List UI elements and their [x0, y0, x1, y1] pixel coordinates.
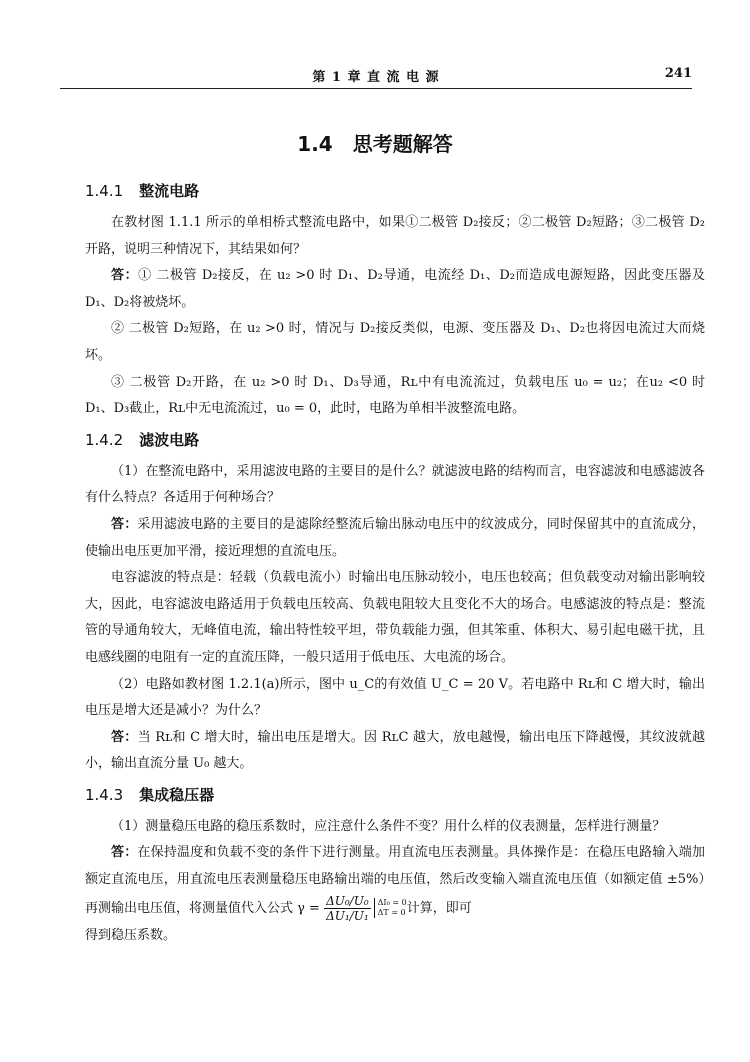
- answer-label: 答：: [111, 845, 138, 861]
- paragraph: （1）在整流电路中，采用滤波电路的主要目的是什么？就滤波电路的结构而言，电容滤波和电感滤波各有什么特点？各适用于何种场合？: [85, 463, 705, 506]
- stability-formula: γ = $\frac{\text{ΔU₀/U₀}}{\text{ΔU₁/U₁}}$ ΔI₀ = 0 ΔT = 0 计算，即可: [297, 893, 472, 923]
- paragraph: （2）电路如教材图 1.2.1(a)所示，图中 u_C的有效值 U_C = 20 V。若电路中 Rʟ和 C 增大时，输出电压是增大还是减小？为什么？: [85, 676, 705, 719]
- formula-conditions: ΔI₀ = 0 ΔT = 0: [374, 898, 407, 918]
- chapter-title: 第 1 章 直 流 电 源: [312, 70, 440, 85]
- subsection-heading: [85, 784, 705, 806]
- subsection-title: 集成稳压器: [139, 785, 215, 804]
- answer-label: 答：: [111, 729, 138, 745]
- subsection-number: 1.4.2: [85, 430, 124, 449]
- paragraph: 答：采用滤波电路的主要目的是滤除经整流后输出脉动电压中的纹波成分，同时保留其中的直流成分，使输出电压更加平滑，接近理想的直流电压。: [85, 516, 705, 559]
- subsection-number: 1.4.3: [85, 785, 124, 804]
- subsection-number: 1.4.1: [85, 182, 124, 200]
- section-heading: 1.4 思考题解答: [297, 132, 453, 156]
- paragraph: 在教材图 1.1.1 所示的单相桥式整流电路中，如果①二极管 D₂接反；②二极管 D₂短路；③二极管 D₂开路，说明三种情况下，其结果如何？: [85, 215, 705, 257]
- answer-label: 答：: [111, 268, 139, 284]
- paragraph: 得到稳压系数。: [85, 927, 177, 943]
- page-header: [60, 66, 692, 86]
- page-number: 241: [664, 66, 692, 81]
- answer-label: 答：: [111, 516, 138, 532]
- paragraph: 答：在保持温度和负载不变的条件下进行测量。用直流电压表测量。具体操作是：在稳压电路输入端加额定直流电压，用直流电压表测量稳压电路输出端的电压值，然后改变输入端直流电压值（如额定值 ±5%）再测输出电压值，将测量值代入公式 γ = $\frac{\text{ΔU₀/U₀}}{\text{ΔU₁/U₁}}$ ΔI₀ = 0 ΔT = 0 计算，即可: [85, 845, 705, 923]
- formula-fraction: $\frac{\text{ΔU₀/U₀}}{\text{ΔU₁/U₁}}$: [326, 893, 369, 923]
- paragraph: 电容滤波的特点是：轻载（负载电流小）时输出电压脉动较小，电压也较高；但负载变动对输出影响较大，因此，电容滤波电路适用于负载电压较高、负载电阻较大且变化不大的场合。电感滤波的特点是：整流管的导通角较大，无峰值电流，输出特性较平坦，带负载能力强，但其笨重、体积大、易引起电磁干扰，且电感线圈的电阻有一定的直流压降，一般只适用于低电压、大电流的场合。: [85, 570, 705, 665]
- subsection-heading: [85, 180, 705, 202]
- header-rule: [60, 88, 692, 89]
- paragraph: 答：当 Rʟ和 C 增大时，输出电压是增大。因 RʟC 越大，放电越慢，输出电压下降越慢，其纹波就越小，输出直流分量 U₀ 越大。: [85, 729, 705, 772]
- paragraph: 答：① 二极管 D₂接反，在 u₂ >0 时 D₁、D₂导通，电流经 D₁、D₂而造成电源短路，因此变压器及 D₁、D₂将被烧坏。: [85, 268, 705, 310]
- subsection-title: 整流电路: [139, 182, 200, 200]
- subsection-heading: [85, 429, 705, 451]
- content-body: [85, 180, 705, 949]
- paragraph: ③ 二极管 D₂开路，在 u₂ >0 时 D₁、D₃导通，Rʟ中有电流流过，负载电压 u₀ = u₂；在u₂ <0 时 D₁、D₃截止，Rʟ中无电流流过，u₀ = 0，此时，电路为单相半波整流电路。: [85, 374, 705, 417]
- paragraph: （1）测量稳压电路的稳压系数时，应注意什么条件不变？用什么样的仪表测量，怎样进行测量？: [111, 818, 666, 834]
- paragraph: ② 二极管 D₂短路，在 u₂ >0 时，情况与 D₂接反类似，电源、变压器及 D₁、D₂也将因电流过大而烧坏。: [85, 321, 705, 363]
- subsection-title: 滤波电路: [139, 430, 200, 449]
